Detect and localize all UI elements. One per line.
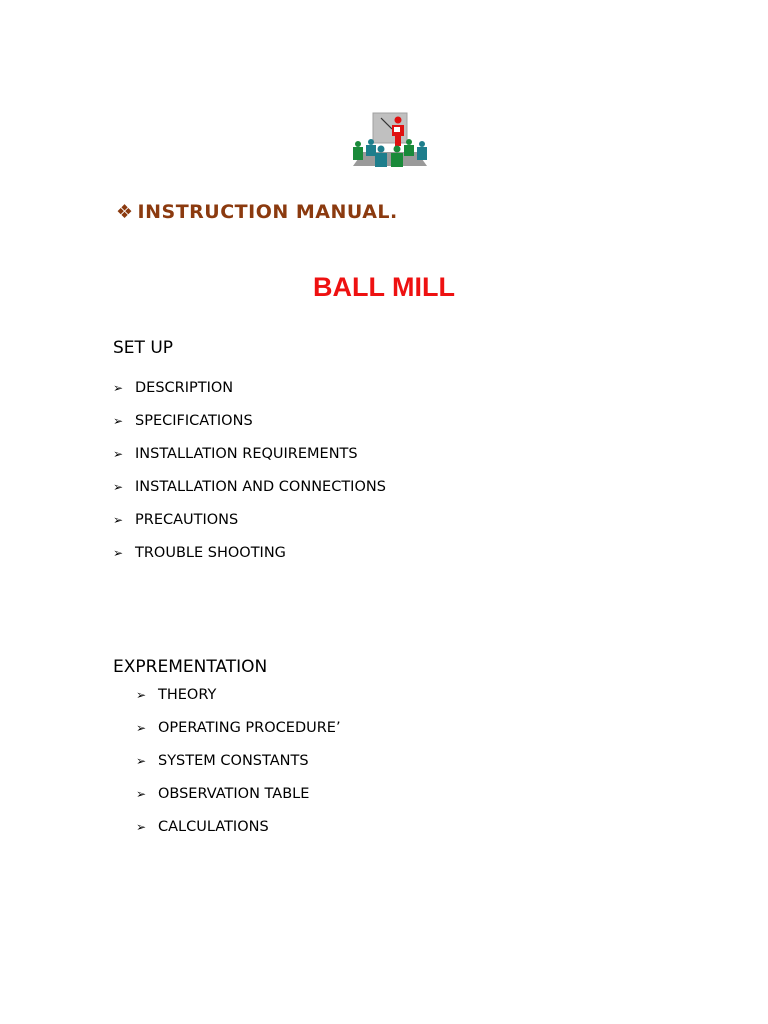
experimentation-list: [136, 686, 341, 851]
arrowhead-bullet-icon: ➢: [136, 688, 147, 702]
list-item: [136, 752, 341, 785]
list-item: [136, 818, 341, 851]
list-item-label: INSTALLATION REQUIREMENTS: [135, 446, 358, 462]
arrowhead-bullet-icon: ➢: [136, 754, 147, 768]
list-item-label: CALCULATIONS: [158, 819, 269, 835]
arrowhead-bullet-icon: ➢: [136, 820, 147, 834]
arrowhead-bullet-icon: ➢: [113, 381, 124, 395]
list-item: [113, 412, 386, 445]
manual-heading: [116, 201, 398, 223]
list-item: [136, 686, 341, 719]
list-item-label: SPECIFICATIONS: [135, 413, 253, 429]
presentation-audience-icon: [351, 112, 429, 169]
list-item: [113, 445, 386, 478]
setup-list: [113, 379, 386, 577]
arrowhead-bullet-icon: ➢: [113, 480, 124, 494]
list-item-label: OPERATING PROCEDURE’: [158, 720, 341, 736]
list-item-label: DESCRIPTION: [135, 380, 234, 396]
arrowhead-bullet-icon: ➢: [113, 546, 124, 560]
list-item: [113, 379, 386, 412]
list-item: [136, 719, 341, 752]
list-item-label: TROUBLE SHOOTING: [135, 545, 286, 561]
list-item: [113, 544, 386, 577]
list-item: [136, 785, 341, 818]
manual-heading-label: INSTRUCTION MANUAL.: [137, 201, 398, 223]
list-item-label: SYSTEM CONSTANTS: [158, 753, 309, 769]
diamond-bullet-icon: ❖: [116, 201, 134, 223]
page-title: BALL MILL: [313, 272, 455, 302]
arrowhead-bullet-icon: ➢: [136, 721, 147, 735]
list-item-label: OBSERVATION TABLE: [158, 786, 310, 802]
experimentation-heading: EXPREMENTATION: [113, 657, 268, 677]
arrowhead-bullet-icon: ➢: [113, 447, 124, 461]
list-item: [113, 478, 386, 511]
list-item-label: THEORY: [158, 687, 217, 703]
list-item: [113, 511, 386, 544]
arrowhead-bullet-icon: ➢: [136, 787, 147, 801]
arrowhead-bullet-icon: ➢: [113, 513, 124, 527]
arrowhead-bullet-icon: ➢: [113, 414, 124, 428]
list-item-label: PRECAUTIONS: [135, 512, 239, 528]
list-item-label: INSTALLATION AND CONNECTIONS: [135, 479, 386, 495]
setup-heading: SET UP: [113, 338, 174, 358]
